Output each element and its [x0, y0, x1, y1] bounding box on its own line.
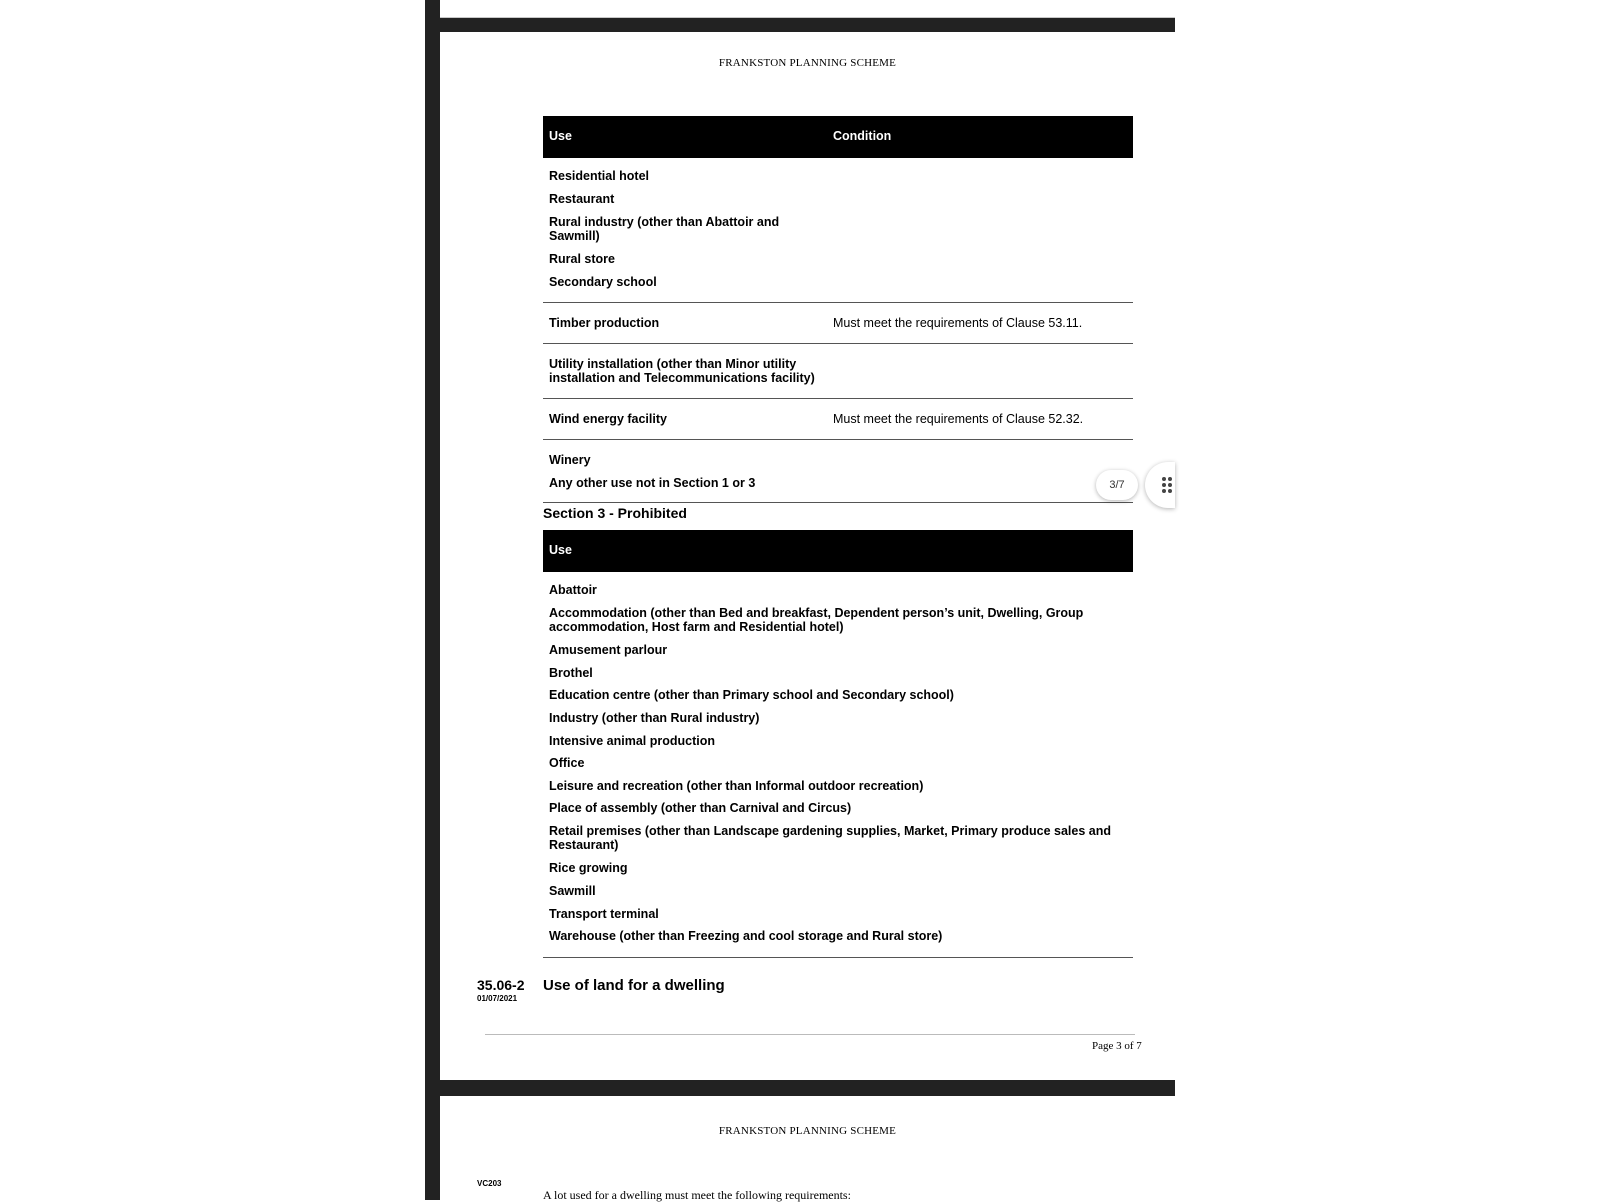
- list-item: Industry (other than Rural industry): [549, 711, 760, 725]
- row-divider: [543, 957, 1133, 958]
- list-item: Office: [549, 756, 585, 770]
- table-row: Rural industry (other than Abattoir and: [549, 215, 780, 229]
- table-row: Secondary school: [549, 275, 657, 289]
- table-row-utility: Utility installation (other than Minor utility: [549, 357, 797, 371]
- previous-page: [440, 0, 1175, 18]
- table-row-utility-cont: installation and Telecommunications facility): [549, 371, 815, 385]
- table-row: Winery: [549, 453, 591, 467]
- amendment-code: VC203: [477, 1179, 502, 1188]
- row-divider: [543, 398, 1133, 399]
- condition-wind: Must meet the requirements of Clause 52.32.: [833, 412, 1084, 426]
- handle-dot: [1162, 477, 1166, 481]
- row-divider: [543, 302, 1133, 303]
- scheme-header: FRANKSTON PLANNING SCHEME: [718, 57, 897, 69]
- table-row: Rural store: [549, 252, 615, 266]
- condition-timber: Must meet the requirements of Clause 53.11.: [833, 316, 1083, 330]
- list-item: Rice growing: [549, 861, 628, 875]
- handle-dot: [1168, 483, 1172, 487]
- scheme-header: FRANKSTON PLANNING SCHEME: [718, 1125, 897, 1137]
- list-item: Transport terminal: [549, 907, 659, 921]
- col-condition-header: Condition: [833, 129, 892, 143]
- table-header-section2: [543, 116, 1133, 158]
- row-divider: [543, 343, 1133, 344]
- list-item: Place of assembly (other than Carnival and Circus): [549, 801, 852, 815]
- table-row: Any other use not in Section 1 or 3: [549, 476, 756, 490]
- table-row: Residential hotel: [549, 169, 650, 183]
- table-row: Restaurant: [549, 192, 615, 206]
- list-item: Abattoir: [549, 583, 597, 597]
- footer-divider: [485, 1034, 1135, 1035]
- clause-number: 35.06-2: [477, 977, 525, 993]
- list-item: Intensive animal production: [549, 734, 715, 748]
- clause-date: 01/07/2021: [477, 994, 518, 1003]
- list-item: Brothel: [549, 666, 593, 680]
- list-item: Sawmill: [549, 884, 596, 898]
- table-row-timber: Timber production: [549, 316, 660, 330]
- row-divider: [543, 502, 1133, 503]
- table-row-wind: Wind energy facility: [549, 412, 667, 426]
- footer-page-number: Page 3 of 7: [1092, 1040, 1142, 1052]
- list-item: Accommodation (other than Bed and breakfast, Dependent person’s unit, Dwelling, Group: [549, 606, 1084, 620]
- clause-title: Use of land for a dwelling: [543, 977, 725, 994]
- list-item: Education centre (other than Primary school and Secondary school): [549, 688, 954, 702]
- list-item: Leisure and recreation (other than Informal outdoor recreation): [549, 779, 924, 793]
- document-page-3: [440, 32, 1175, 1080]
- table-row: Sawmill): [549, 229, 600, 243]
- handle-dot: [1168, 477, 1172, 481]
- section3-title: Section 3 - Prohibited: [543, 505, 687, 521]
- table-header-section3: [543, 530, 1133, 572]
- handle-dot: [1162, 483, 1166, 487]
- list-item: Warehouse (other than Freezing and cool storage and Rural store): [549, 929, 943, 943]
- body-text: A lot used for a dwelling must meet the following requirements:: [543, 1188, 851, 1202]
- col-use-header: Use: [549, 543, 572, 557]
- page-indicator: 3/7: [1096, 470, 1138, 500]
- list-item: Retail premises (other than Landscape gardening supplies, Market, Primary produce sales and: [549, 824, 1111, 838]
- handle-dot: [1162, 489, 1166, 493]
- handle-dot: [1168, 489, 1172, 493]
- next-page: [440, 1096, 1175, 1200]
- col-use-header: Use: [549, 129, 572, 143]
- list-item: accommodation, Host farm and Residential hotel): [549, 620, 844, 634]
- row-divider: [543, 439, 1133, 440]
- viewer-left-border: [425, 0, 440, 1200]
- list-item: Amusement parlour: [549, 643, 668, 657]
- list-item: Restaurant): [549, 838, 619, 852]
